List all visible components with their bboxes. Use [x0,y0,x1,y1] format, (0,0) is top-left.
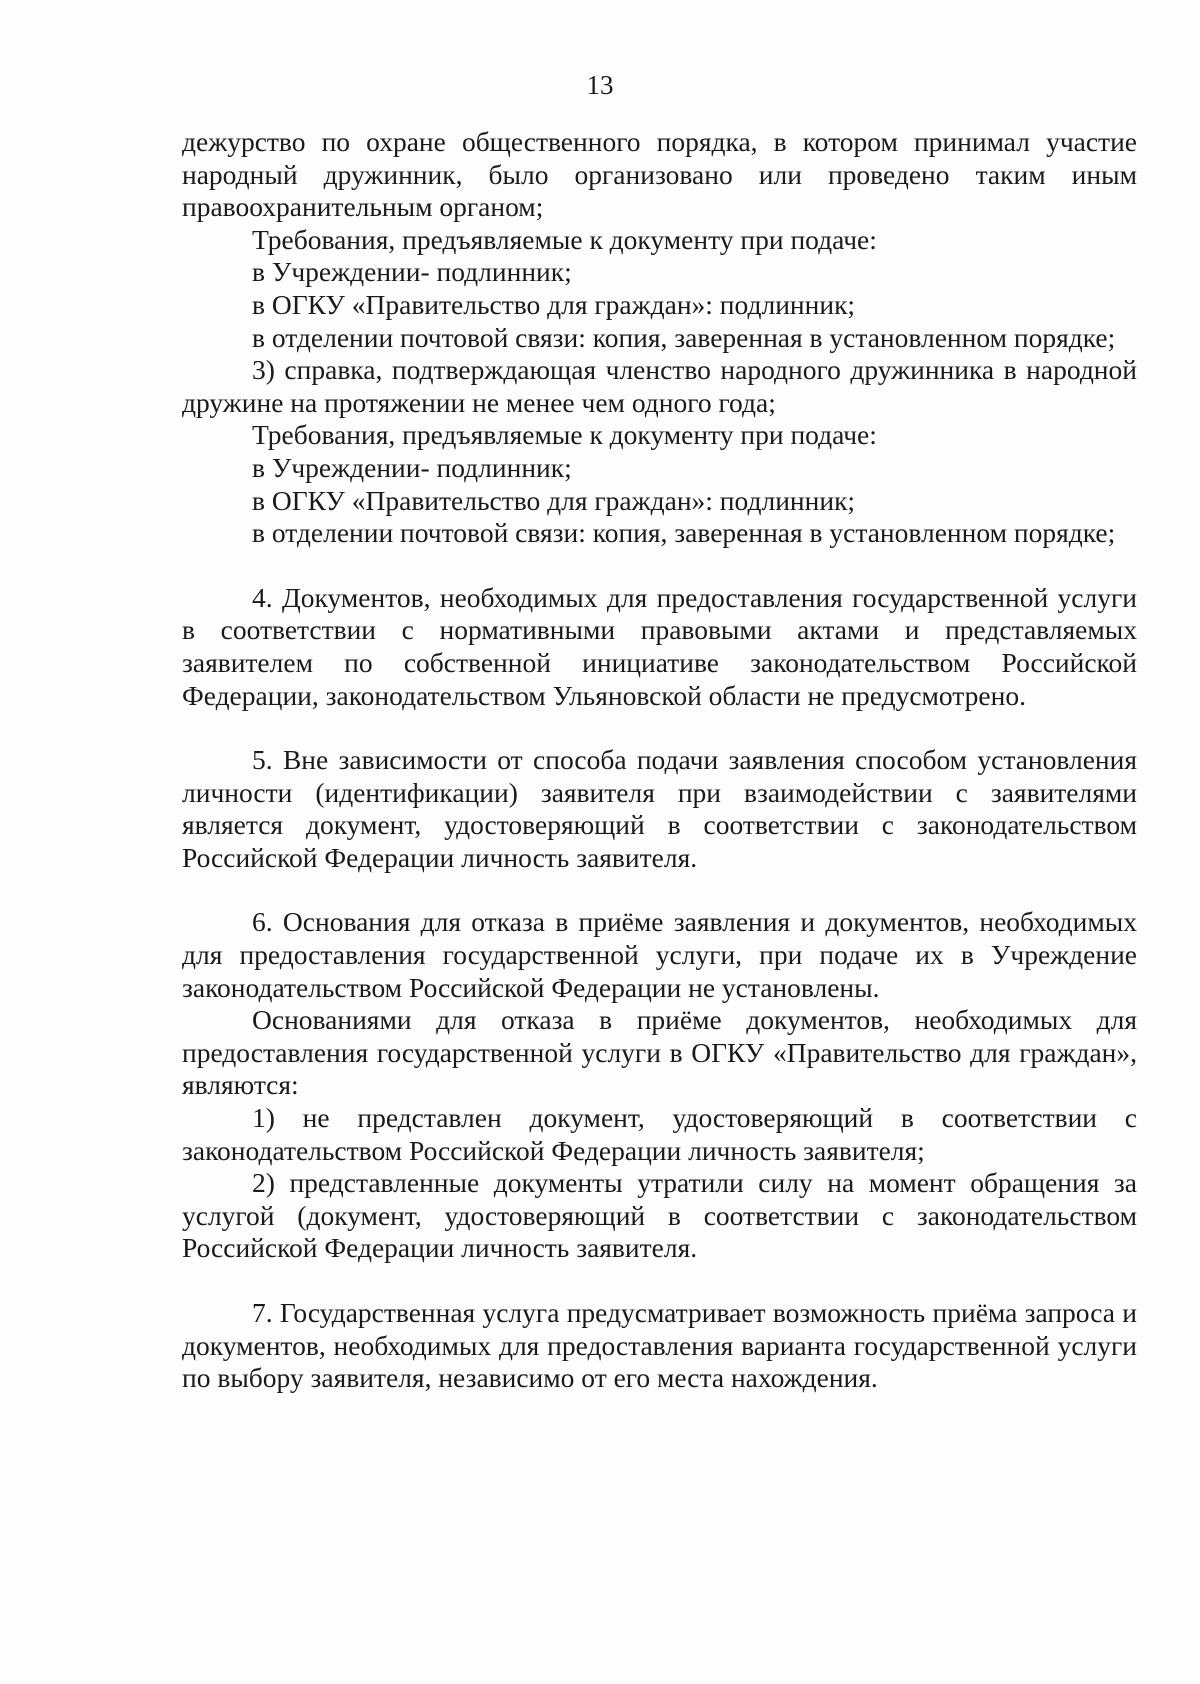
paragraph-requirements-heading: Требования, предъявляемые к документу при подаче: [252,223,877,255]
paragraph-section-5: 5. Вне зависимости от способа подачи заявления способом установления личности (идентификации) заявителя при взаимодействии с заявителями является документ, удостоверяющий в соответствии с законодательством Российской Федерации личность заявителя. [182,744,1137,873]
paragraph-section-4: 4. Документов, необходимых для предоставления государственной услуги в соответствии с нормативными правовыми актами и представляемых заявителем по собственной инициативе законодательством Российской Федерации, законодательством Ульяновской области не предусмотрено. [182,581,1137,711]
document-body [182,126,1137,1395]
page-number: 13 [586,70,614,100]
paragraph-item-3-certificate: 3) справка, подтверждающая членство народного дружинника в народной дружине на протяжении не менее чем одного года; [182,354,1137,418]
paragraph-refusal-grounds: Основаниями для отказа в приёме документов, необходимых для предоставления государственной услуги в ОГКУ «Правительство для граждан», являются: [182,1004,1137,1101]
paragraph-duty-continuation: дежурство по охране общественного порядка, в котором принимал участие народный дружинник, было организовано или проведено таким иным правоохранительным органом; [182,126,1137,223]
paragraph-section-6: 6. Основания для отказа в приёме заявления и документов, необходимых для предоставления государственной услуги, при подаче их в Учреждение законодательством Российской Федерации не установлены. [182,906,1137,1003]
paragraph-requirement-post: в отделении почтовой связи: копия, заверенная в установленном порядке; [252,321,1116,353]
paragraph-refusal-item-1: 1) не представлен документ, удостоверяющий в соответствии с законодательством Российской Федерации личность заявителя; [182,1102,1137,1166]
paragraph-refusal-item-2: 2) представленные документы утратили силу на момент обращения за услугой (документ, удостоверяющий в соответствии с законодательством Российской Федерации личность заявителя. [182,1167,1137,1264]
paragraph-requirement-institution-2: в Учреждении- подлинник; [252,451,572,483]
paragraph-section-7: 7. Государственная услуга предусматривает возможность приёма запроса и документов, необходимых для предоставления варианта государственной услуги по выбору заявителя, независимо от его места нахождения. [182,1297,1137,1394]
paragraph-requirement-institution: в Учреждении- подлинник; [252,256,572,288]
paragraph-requirement-ogku: в ОГКУ «Правительство для граждан»: подлинник; [252,288,856,320]
paragraph-requirement-ogku-2: в ОГКУ «Правительство для граждан»: подлинник; [252,484,856,516]
paragraph-requirements-heading-2: Требования, предъявляемые к документу при подаче: [252,419,877,451]
paragraph-requirement-post-2: в отделении почтовой связи: копия, заверенная в установленном порядке; [252,517,1116,549]
